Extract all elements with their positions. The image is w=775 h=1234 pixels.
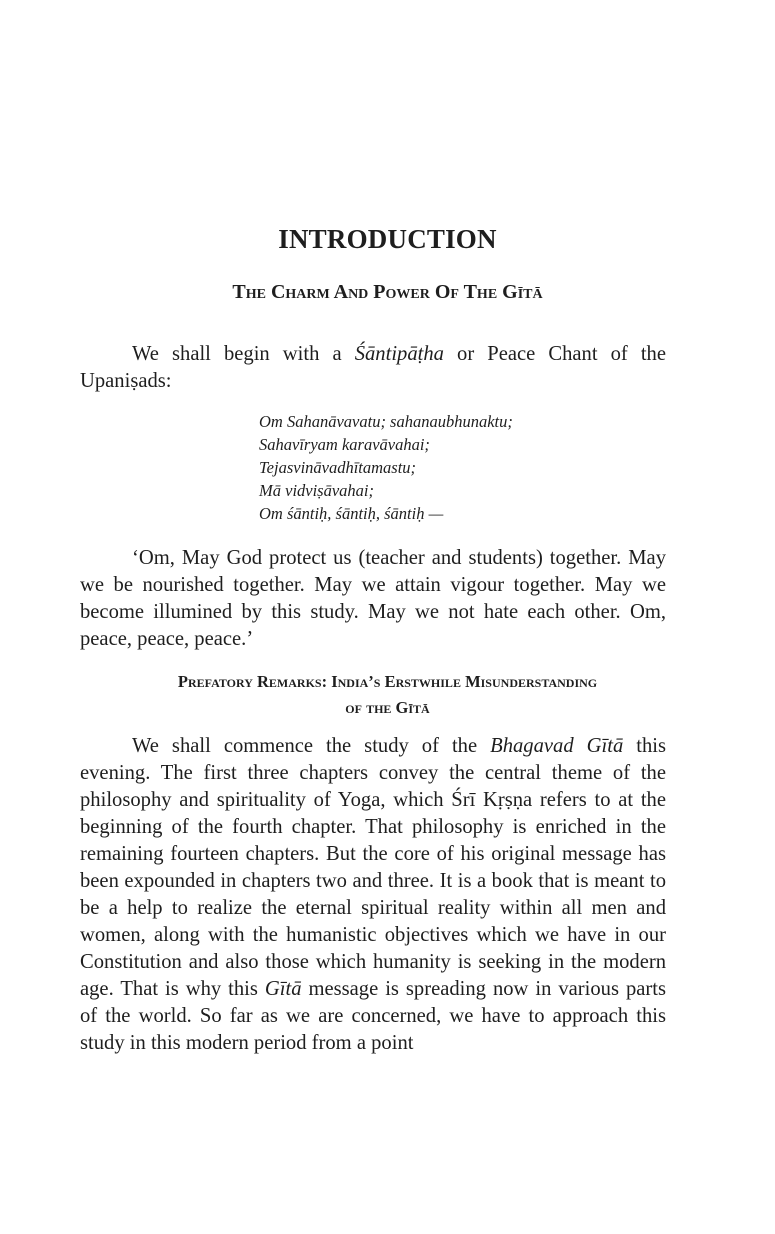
body-paragraph [80, 733, 666, 1057]
body-text: message is spreading now in various parts of the world. So far as we are concerned, we have to approach this study in this modern period from a point [80, 978, 666, 1054]
intro-term: Śāntipāṭha [354, 343, 444, 365]
verse-line: Om śāntiḥ, śāntiḥ, śāntiḥ — [259, 504, 444, 523]
book-title: Bhagavad Gītā [490, 735, 624, 757]
body-text: We shall commence the study of the [132, 735, 491, 757]
verse-line: Mā vidviṣāvahai; [259, 481, 375, 500]
chapter-title: INTRODUCTION [278, 224, 497, 254]
book-title: Gītā [264, 978, 302, 1000]
verse-line: Tejasvināvadhītamastu; [259, 458, 417, 477]
subheading-line-2: of the Gītā [345, 698, 430, 717]
subheading-line-1: Prefatory Remarks: India’s Erstwhile Misunderstanding [177, 672, 598, 691]
intro-text-after: or Peace Chant of the Upaniṣads: [80, 343, 666, 392]
peace-chant-verse [259, 410, 679, 525]
translation-paragraph: ‘Om, May God protect us (teacher and students) together. May we be nourished together. May we attain vigour together. May we become illumined by this study. May we not hate each other. Om, peace, peace, peace.’ [80, 547, 666, 650]
section-title: The Charm And Power Of The Gītā [232, 281, 543, 303]
verse-line: Om Sahanāvavatu; sahanaubhunaktu; [259, 412, 513, 431]
intro-text-before: We shall begin with a [132, 343, 355, 365]
intro-paragraph [80, 341, 666, 395]
verse-line: Sahavīryam karavāvahai; [259, 435, 430, 454]
body-text: this evening. The first three chapters convey the central theme of the philosophy and spirituality of Yoga, which Śrī Kṛṣṇa refers to at the beginning of the fourth chapter. That philosophy is enriched in the remaining fourteen chapters. But the core of his original message has been expounded in chapters two and three. It is a book that is meant to be a help to realize the eternal spiritual reality within all men and women, along with the humanistic objectives which we have in our Constitution and also those which humanity is seeking in the modern age. That is why this [80, 735, 667, 1000]
